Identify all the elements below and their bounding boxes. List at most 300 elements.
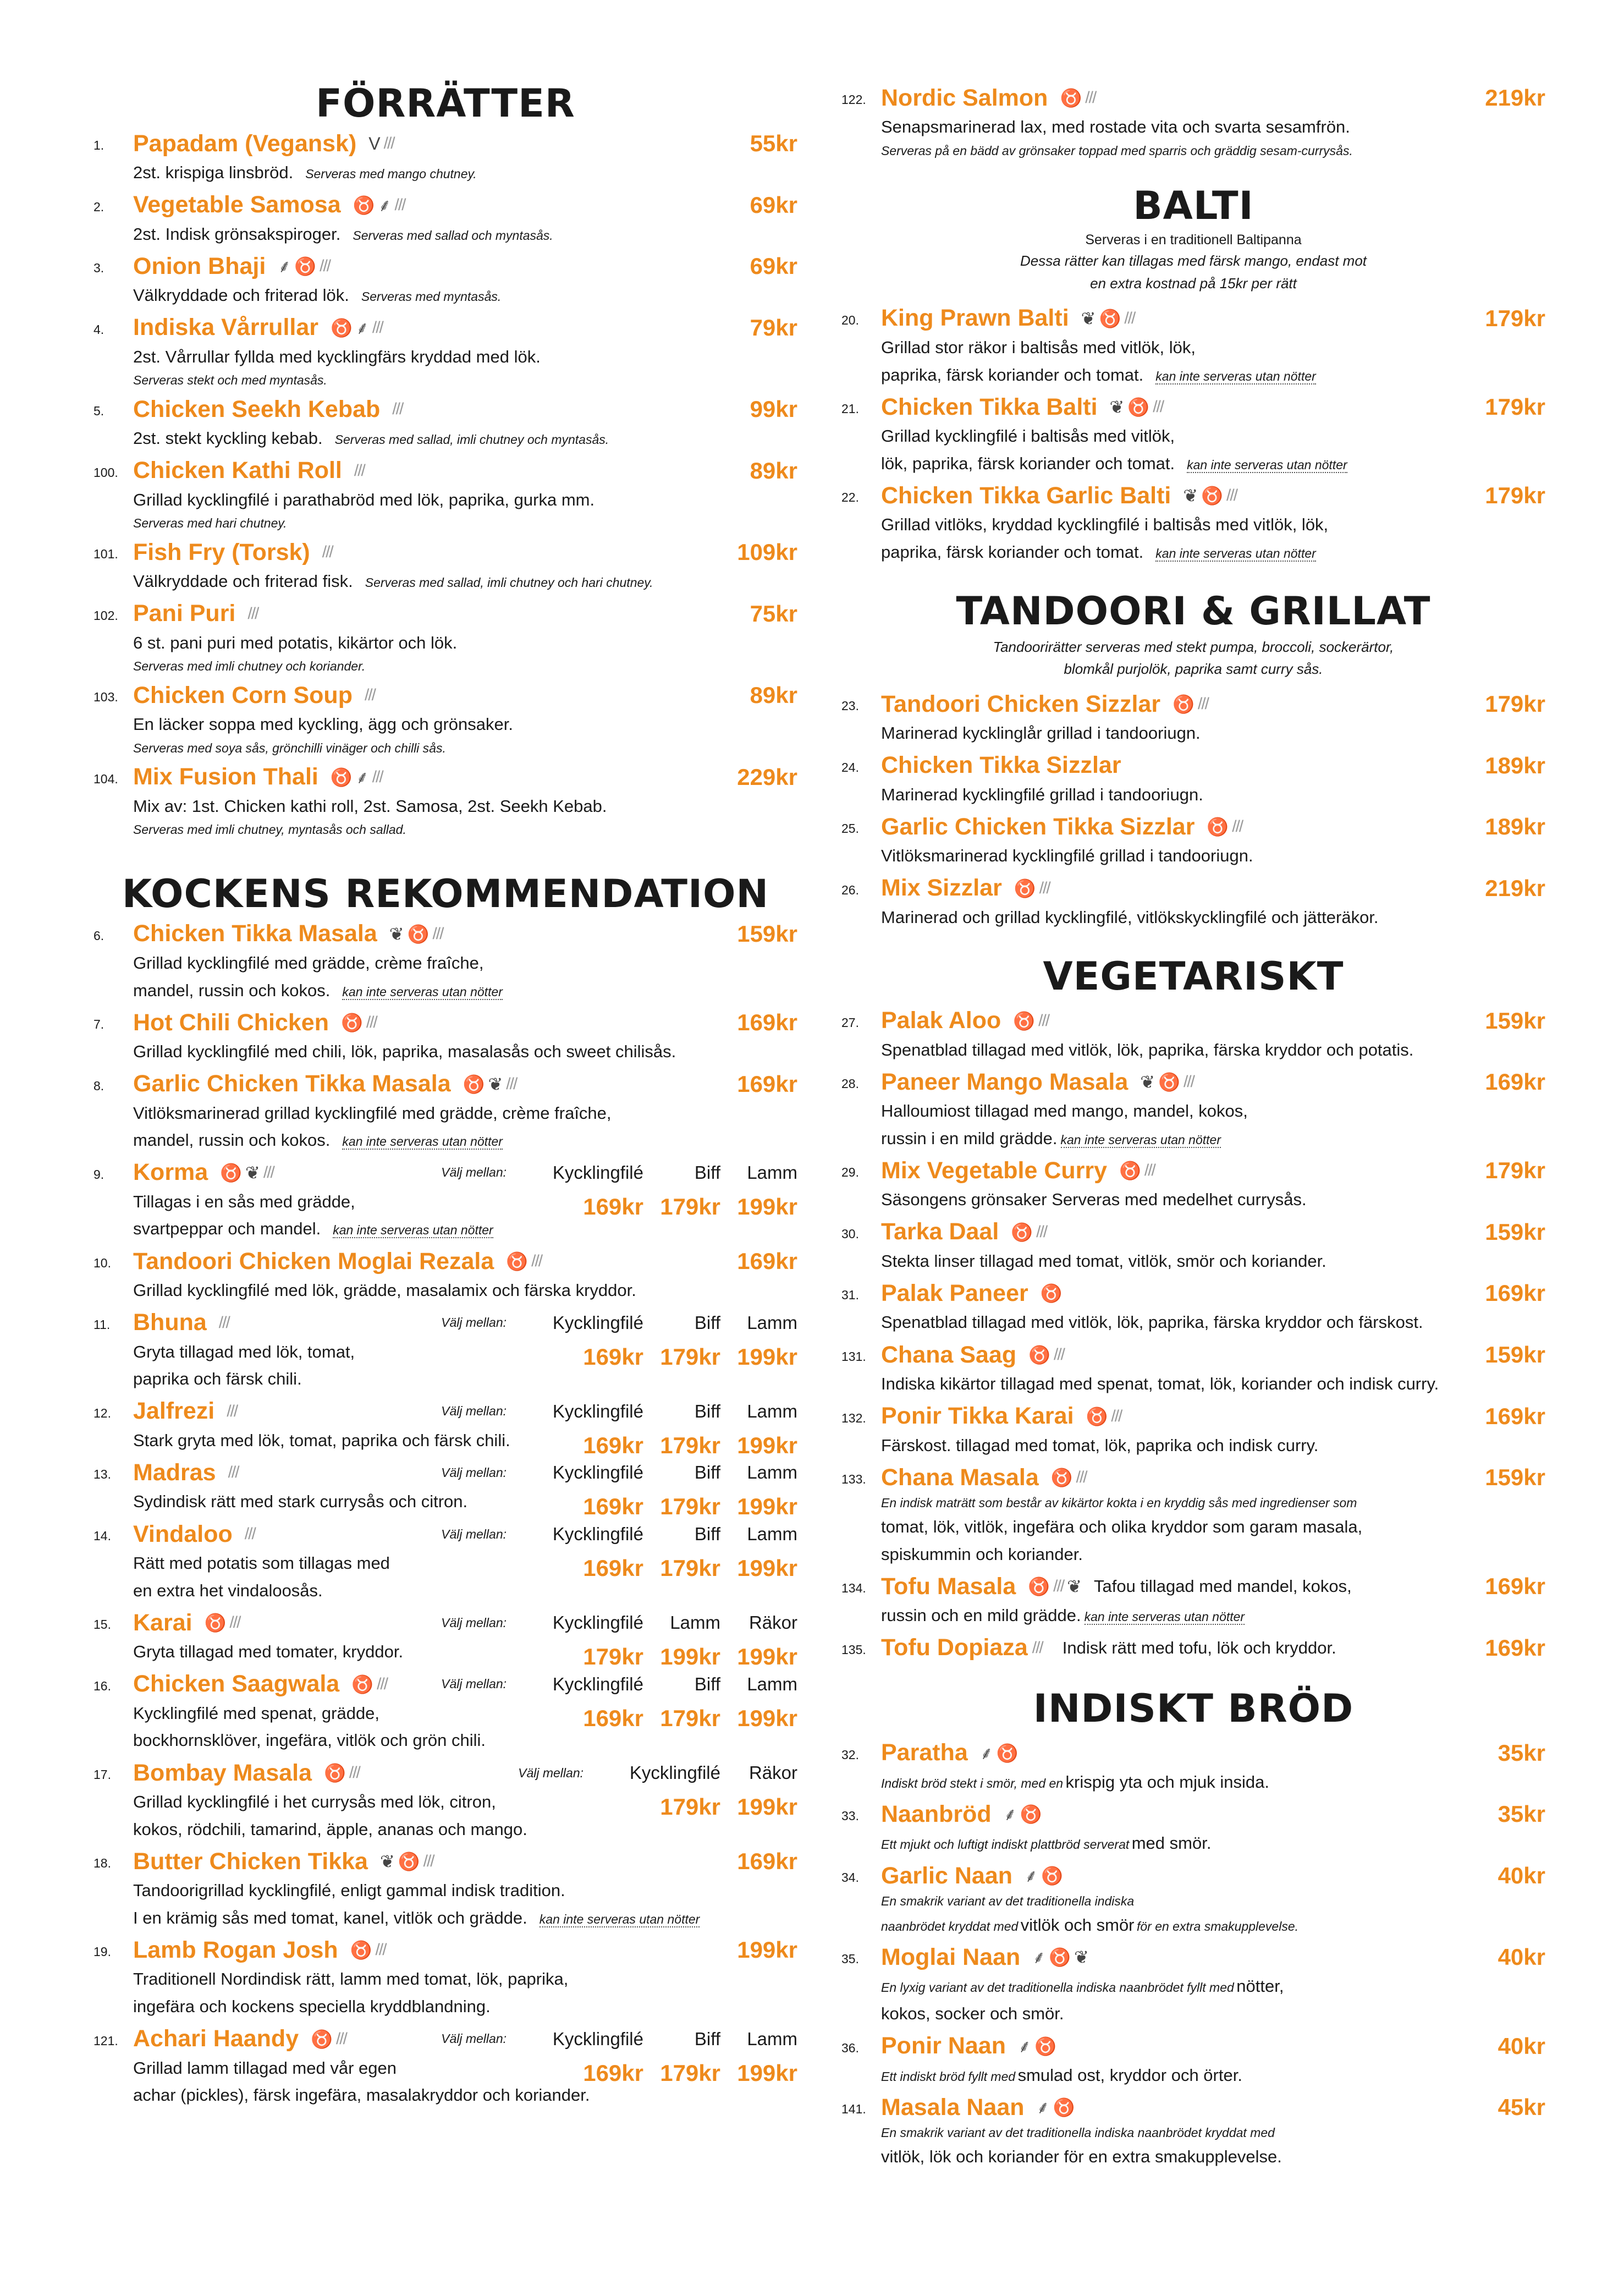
nuts-icon: ❦ <box>245 1162 260 1183</box>
item-name: Palak Paneer <box>881 1279 1028 1306</box>
choose-label: Välj mellan: <box>441 1165 507 1180</box>
menu-item <box>93 1157 797 1243</box>
item-price: 219kr <box>1485 875 1545 901</box>
item-note: Serveras med mango chutney. <box>305 167 477 181</box>
item-desc: 6 st. pani puri med potatis, kikärtor och lök. <box>133 633 458 652</box>
option-price: 199kr <box>737 1493 797 1520</box>
option-price: 179kr <box>660 1794 720 1820</box>
item-desc: Marinerad kycklingfilé grillad i tandooriugn. <box>881 784 1203 804</box>
menu-item <box>841 1401 1545 1459</box>
chili-icon: /// <box>1153 398 1164 416</box>
item-price: 179kr <box>1485 1157 1545 1184</box>
item-desc: Vitlöksmarinerad grillad kycklingfilé med grädde, crème fraîche, <box>133 1103 612 1123</box>
chili-icon: /// <box>227 1402 238 1420</box>
item-desc: Senapsmarinerad lax, med rostade vita och svarta sesamfrön. <box>881 117 1350 136</box>
chili-icon: /// <box>377 1674 388 1693</box>
menu-item <box>93 1457 797 1520</box>
chili-icon: /// <box>354 461 365 480</box>
option-price: 169kr <box>583 1432 643 1458</box>
item-name: Jalfrezi <box>133 1398 215 1425</box>
item-number: 135. <box>841 1642 866 1657</box>
item-price: 40kr <box>1498 1944 1545 1970</box>
item-price: 179kr <box>1485 394 1545 420</box>
item-desc: Spenatblad tillagad med vitlök, lök, paprika, färska kryddor och potatis. <box>881 1040 1414 1059</box>
option-price: 199kr <box>737 1193 797 1220</box>
item-price: 75kr <box>750 600 797 627</box>
chili-icon: /// <box>1197 695 1208 713</box>
chili-icon: /// <box>1111 1407 1122 1425</box>
menu-item <box>841 1571 1545 1629</box>
option-price: 199kr <box>737 2059 797 2086</box>
option-label: Kycklingfilé <box>552 2028 643 2049</box>
item-number: 19. <box>93 1945 111 1959</box>
wheat-icon: ⸙ <box>1018 2036 1032 2056</box>
item-price: 159kr <box>737 920 797 947</box>
item-number: 2. <box>93 199 104 214</box>
item-price: 55kr <box>750 130 797 156</box>
item-desc: mandel, russin och kokos. <box>133 1130 331 1150</box>
item-price: 169kr <box>737 1009 797 1036</box>
cow-icon: ♉ <box>340 1013 363 1033</box>
wheat-icon: ⸙ <box>378 195 392 215</box>
cow-icon: ♉ <box>407 924 430 944</box>
choose-label: Välj mellan: <box>441 2031 507 2046</box>
item-note: för en extra smakupplevelse. <box>1136 1919 1299 1934</box>
section-title-vegetariskt: VEGETARISKT <box>1043 953 1344 999</box>
chili-icon: /// <box>1053 1577 1064 1596</box>
item-price: 89kr <box>750 457 797 484</box>
chili-icon: /// <box>1076 1468 1087 1487</box>
cow-icon: ♉ <box>1060 88 1082 108</box>
item-desc: Spenatblad tillagad med vitlök, lök, paprika, färska kryddor och färskost. <box>881 1312 1423 1332</box>
chili-icon: /// <box>1085 89 1096 107</box>
cow-icon: ♉ <box>350 1940 372 1960</box>
menu-item <box>93 680 797 758</box>
right-column <box>841 83 1545 2171</box>
item-number: 104. <box>93 771 118 786</box>
item-name: Ponir Naan <box>881 2033 1006 2059</box>
chili-icon: /// <box>364 686 375 705</box>
item-desc: vitlök och smör <box>1020 1915 1135 1935</box>
nut-note: kan inte serveras utan nötter <box>539 1912 700 1926</box>
choose-label: Välj mellan: <box>441 1465 507 1480</box>
option-label: Biff <box>694 1312 720 1333</box>
option-price: 179kr <box>660 1193 720 1220</box>
item-number: 23. <box>841 699 859 713</box>
option-label: Räkor <box>748 1612 797 1633</box>
item-desc: med smör. <box>1131 1833 1212 1853</box>
item-desc: Välkryddade och friterad lök. <box>133 285 349 305</box>
chili-icon: /// <box>432 924 443 943</box>
cow-icon: ♉ <box>996 1743 1019 1763</box>
item-desc: svartpeppar och mandel. <box>133 1219 321 1239</box>
item-price: 99kr <box>750 396 797 422</box>
cow-icon: ♉ <box>1207 817 1229 837</box>
menu-item <box>93 1846 797 1931</box>
item-number: 27. <box>841 1015 859 1030</box>
item-price: 45kr <box>1498 2094 1545 2121</box>
item-desc: Mix av: 1st. Chicken kathi roll, 2st. Samosa, 2st. Seekh Kebab. <box>133 796 607 816</box>
chili-icon: /// <box>506 1074 517 1093</box>
item-name: Palak Aloo <box>881 1007 1001 1034</box>
item-note: naanbrödet kryddat med <box>881 1919 1019 1934</box>
item-name: Chicken Tikka Masala <box>133 920 377 947</box>
item-name: Indiska Vårrullar <box>133 314 318 341</box>
item-desc: russin och en mild grädde. <box>881 1606 1081 1625</box>
item-name: Tarka Daal <box>881 1218 999 1245</box>
item-name: Bombay Masala <box>133 1759 312 1786</box>
item-number: 16. <box>93 1678 111 1693</box>
item-desc: russin i en mild grädde. <box>881 1128 1058 1148</box>
menu-item <box>93 2024 797 2109</box>
menu-item <box>841 1217 1545 1275</box>
item-number: 13. <box>93 1467 111 1482</box>
item-number: 121. <box>93 2033 118 2048</box>
option-label: Kycklingfilé <box>552 1162 643 1183</box>
item-name: Achari Haandy <box>133 2025 299 2052</box>
item-number: 103. <box>93 690 118 705</box>
item-number: 11. <box>93 1317 111 1332</box>
chili-icon: /// <box>1053 1345 1064 1364</box>
item-price: 189kr <box>1485 814 1545 840</box>
menu-item <box>841 873 1545 931</box>
item-name: Onion Bhaji <box>133 252 266 279</box>
item-number: 33. <box>841 1809 859 1823</box>
item-number: 30. <box>841 1226 859 1241</box>
chili-icon: /// <box>392 400 403 419</box>
item-name: Butter Chicken Tikka <box>133 1848 368 1875</box>
item-number: 29. <box>841 1165 859 1180</box>
menu-item <box>841 1942 1545 2027</box>
chili-icon: /// <box>335 2029 346 2048</box>
option-label: Kycklingfilé <box>552 1673 643 1694</box>
cow-icon: ♉ <box>463 1074 485 1094</box>
option-price: 169kr <box>583 1193 643 1220</box>
item-desc: 2st. Vårrullar fyllda med kycklingfärs kryddad med lök. <box>133 347 541 366</box>
cow-icon: ♉ <box>1013 1010 1036 1031</box>
menu-item <box>93 1308 797 1393</box>
item-price: 159kr <box>1485 1342 1545 1368</box>
item-desc: Gryta tillagad med tomater, kryddor. <box>133 1642 404 1662</box>
item-note: Serveras med imli chutney, myntasås och sallad. <box>133 822 406 837</box>
cow-icon: ♉ <box>294 256 317 277</box>
option-label: Kycklingfilé <box>552 1312 643 1333</box>
option-price: 179kr <box>660 2059 720 2086</box>
option-label: Lamm <box>747 1673 797 1694</box>
cow-icon: ♉ <box>1099 308 1121 328</box>
left-column <box>93 83 797 2109</box>
item-price: 169kr <box>737 1248 797 1275</box>
item-price: 89kr <box>750 682 797 708</box>
cow-icon: ♉ <box>1020 1804 1042 1825</box>
item-name: Hot Chili Chicken <box>133 1009 329 1036</box>
section-title-tandoori: TANDOORI & GRILLAT <box>956 588 1431 634</box>
option-label: Räkor <box>748 1762 797 1783</box>
vegan-icon: V <box>368 134 381 153</box>
item-desc: Grillad stor räkor i baltisås med vitlök, lök, <box>881 337 1196 357</box>
option-label: Kycklingfilé <box>552 1612 643 1633</box>
item-name: Bhuna <box>133 1309 207 1336</box>
item-desc: paprika, färsk koriander och tomat. <box>881 542 1144 562</box>
item-name: Tandoori Chicken Sizzlar <box>881 690 1161 717</box>
item-number: 12. <box>93 1405 111 1420</box>
chili-icon: /// <box>1232 817 1243 836</box>
cow-icon: ♉ <box>398 1852 420 1872</box>
chili-icon: /// <box>394 195 405 214</box>
wheat-icon: ⸙ <box>1025 1866 1038 1886</box>
option-label: Lamm <box>747 1312 797 1333</box>
item-name: Lamb Rogan Josh <box>133 1936 338 1963</box>
item-number: 7. <box>93 1017 104 1032</box>
option-price: 169kr <box>583 2059 643 2086</box>
item-desc: 2st. stekt kyckling kebab. <box>133 429 323 448</box>
item-desc: kokos, socker och smör. <box>881 2004 1064 2024</box>
option-price: 199kr <box>737 1343 797 1370</box>
item-desc: Marinerad och grillad kycklingfilé, vitlökskycklingfilé och jätteräkor. <box>881 907 1379 927</box>
option-price: 199kr <box>737 1644 797 1670</box>
cow-icon: ♉ <box>1049 1947 1071 1968</box>
item-name: Paratha <box>881 1739 968 1766</box>
item-number: 35. <box>841 1952 859 1967</box>
menu-item <box>841 1155 1545 1213</box>
item-number: 132. <box>841 1410 866 1425</box>
option-label: Kycklingfilé <box>552 1524 643 1545</box>
item-name: Masala Naan <box>881 2094 1025 2121</box>
item-number: 131. <box>841 1349 866 1364</box>
item-desc: kokos, rödchili, tamarind, äpple, ananas och mango. <box>133 1819 527 1839</box>
chili-icon: /// <box>423 1852 434 1871</box>
menu-item <box>93 394 797 452</box>
item-desc: Rätt med potatis som tillagas med <box>133 1553 390 1573</box>
menu-item <box>93 1519 797 1604</box>
cow-icon: ♉ <box>311 2029 333 2049</box>
item-number: 6. <box>93 928 104 943</box>
option-label: Lamm <box>747 2028 797 2049</box>
item-number: 18. <box>93 1856 111 1871</box>
item-number: 14. <box>93 1529 111 1544</box>
nuts-icon: ❦ <box>1140 1072 1155 1092</box>
nuts-icon: ❦ <box>1081 308 1096 328</box>
item-price: 79kr <box>750 314 797 340</box>
item-desc: Grillad kycklingfilé med grädde, crème fraîche, <box>133 953 484 973</box>
cow-icon: ♉ <box>351 1674 374 1694</box>
cow-icon: ♉ <box>331 317 353 338</box>
option-label: Biff <box>694 1400 720 1421</box>
item-name: Mix Fusion Thali <box>133 764 318 790</box>
item-price: 169kr <box>1485 1069 1545 1095</box>
nut-note: kan inte serveras utan nötter <box>1187 457 1347 472</box>
item-number: 24. <box>841 760 859 775</box>
item-price: 179kr <box>1485 482 1545 509</box>
item-name: Ponir Tikka Karai <box>881 1403 1074 1430</box>
option-price: 179kr <box>660 1493 720 1520</box>
option-price: 199kr <box>737 1794 797 1820</box>
cow-icon: ♉ <box>1119 1161 1141 1181</box>
option-price: 169kr <box>583 1705 643 1731</box>
item-note: Serveras med myntasås. <box>361 289 502 304</box>
menu-item <box>93 1069 797 1154</box>
item-price: 109kr <box>737 539 797 565</box>
item-number: 36. <box>841 2040 859 2055</box>
menu-item <box>841 2092 1545 2170</box>
menu-item <box>841 1006 1545 1064</box>
item-name: Chicken Tikka Garlic Balti <box>881 482 1171 509</box>
menu-item <box>93 919 797 1004</box>
item-name: Chana Masala <box>881 1464 1039 1491</box>
item-desc: Tandoorigrillad kycklingfilé, enligt gammal indisk tradition. <box>133 1881 565 1901</box>
section-title-brod: INDISKT BRÖD <box>1033 1685 1354 1731</box>
menu-item <box>841 1278 1545 1336</box>
item-price: 179kr <box>1485 305 1545 331</box>
chili-icon: /// <box>372 318 383 337</box>
menu-item <box>841 1067 1545 1152</box>
option-price: 199kr <box>737 1432 797 1458</box>
item-note: En lyxig variant av det traditionella indiska naanbrödet fyllt med <box>881 1980 1234 1995</box>
wheat-icon: ⸙ <box>1032 1947 1046 1968</box>
item-desc: I en krämig sås med tomat, kanel, vitlök och grädde. <box>133 1908 527 1927</box>
item-number: 122. <box>841 92 866 107</box>
item-name: Karai <box>133 1609 192 1636</box>
cow-icon: ♉ <box>220 1162 243 1183</box>
item-desc: mandel, russin och kokos. <box>133 980 331 1000</box>
item-desc: Grillad kycklingfilé med chili, lök, paprika, masalasås och sweet chilisås. <box>133 1042 676 1062</box>
item-name: Pani Puri <box>133 600 236 627</box>
section-title-balti: BALTI <box>1133 183 1254 229</box>
item-desc: Marinerad kycklinglår grillad i tandooriugn. <box>881 723 1201 743</box>
chili-icon: /// <box>366 1013 377 1032</box>
item-price: 229kr <box>737 764 797 790</box>
item-name: Chicken Corn Soup <box>133 682 353 708</box>
item-name: King Prawn Balti <box>881 305 1069 332</box>
item-note: Serveras med soya sås, grönchilli vinäger och chilli sås. <box>133 740 446 755</box>
choose-label: Välj mellan: <box>441 1404 507 1419</box>
item-name: Nordic Salmon <box>881 84 1048 111</box>
option-label: Biff <box>694 1162 720 1183</box>
menu-item <box>93 762 797 840</box>
chili-icon: /// <box>1038 1011 1049 1030</box>
chili-icon: /// <box>383 134 394 152</box>
option-price: 179kr <box>660 1705 720 1731</box>
wheat-icon: ⸙ <box>355 317 369 338</box>
item-name: Chicken Saagwala <box>133 1671 340 1698</box>
item-note: Serveras med hari chutney. <box>133 516 287 531</box>
chili-icon: /// <box>228 1463 239 1482</box>
menu-item <box>841 1462 1545 1568</box>
option-label: Biff <box>694 2028 720 2049</box>
item-name: Tandoori Chicken Moglai Rezala <box>133 1248 494 1275</box>
nut-note: kan inte serveras utan nötter <box>1155 369 1316 383</box>
nut-note: kan inte serveras utan nötter <box>1084 1610 1245 1624</box>
item-desc: paprika och färsk chili. <box>133 1369 302 1389</box>
item-name: Korma <box>133 1159 208 1186</box>
option-price: 179kr <box>660 1555 720 1581</box>
item-number: 21. <box>841 402 859 416</box>
item-desc: Tafou tillagad med mandel, kokos, <box>1093 1577 1352 1596</box>
item-price: 219kr <box>1485 85 1545 111</box>
item-desc: achar (pickles), färsk ingefära, masalakryddor och koriander. <box>133 2085 590 2105</box>
item-desc: Halloumiost tillagad med mango, mandel, kokos, <box>881 1101 1248 1121</box>
item-desc: Indiska kikärtor tillagad med spenat, tomat, lök, koriander och indisk curry. <box>881 1374 1439 1394</box>
item-name: Vegetable Samosa <box>133 191 341 218</box>
cow-icon: ♉ <box>1028 1577 1050 1597</box>
nuts-icon: ❦ <box>1074 1947 1089 1968</box>
item-note: Serveras med sallad, imli chutney och hari chutney. <box>365 575 653 590</box>
option-label: Biff <box>694 1524 720 1545</box>
nut-note: kan inte serveras utan nötter <box>342 1134 503 1149</box>
menu-item <box>841 1738 1545 1796</box>
chili-icon: /// <box>531 1252 542 1271</box>
item-desc: Grillad kycklingfilé i baltisås med vitlök, <box>881 426 1175 446</box>
menu-item <box>841 1633 1545 1663</box>
item-number: 9. <box>93 1167 104 1182</box>
item-price: 169kr <box>737 1848 797 1875</box>
menu-item <box>93 1007 797 1065</box>
chili-icon: /// <box>218 1313 229 1332</box>
cow-icon: ♉ <box>1127 397 1150 418</box>
item-desc: Stekta linser tillagad med tomat, vitlök, smör och koriander. <box>881 1251 1326 1271</box>
item-desc: paprika, färsk koriander och tomat. <box>881 365 1144 385</box>
option-label: Lamm <box>747 1524 797 1545</box>
item-price: 35kr <box>1498 1801 1545 1827</box>
item-desc: Tillagas i en sås med grädde, <box>133 1191 355 1211</box>
section-subtitle: Serveras i en traditionell Baltipanna <box>1085 232 1302 248</box>
option-label: Kycklingfilé <box>629 1762 720 1783</box>
item-price: 69kr <box>750 253 797 279</box>
item-name: Naanbröd <box>881 1800 992 1827</box>
item-desc: Indisk rätt med tofu, lök och kryddor. <box>1062 1638 1336 1657</box>
cow-icon: ♉ <box>1053 2097 1075 2118</box>
chili-icon: /// <box>244 1525 255 1544</box>
item-price: 169kr <box>1485 1280 1545 1306</box>
item-price: 35kr <box>1498 1739 1545 1766</box>
menu-item <box>841 1860 1545 1938</box>
cow-icon: ♉ <box>1086 1406 1108 1426</box>
chili-icon: /// <box>1183 1073 1194 1091</box>
item-name: Mix Vegetable Curry <box>881 1157 1108 1184</box>
option-label: Lamm <box>747 1462 797 1483</box>
item-price: 159kr <box>1485 1007 1545 1034</box>
menu-item <box>841 303 1545 388</box>
chili-icon: /// <box>1144 1161 1155 1180</box>
item-desc: en extra het vindaloosås. <box>133 1580 323 1600</box>
menu-item <box>93 251 797 309</box>
item-name: Garlic Chicken Tikka Sizzlar <box>881 813 1195 840</box>
cow-icon: ♉ <box>324 1763 346 1783</box>
option-price: 179kr <box>660 1432 720 1458</box>
item-number: 101. <box>93 547 118 562</box>
item-name: Chana Saag <box>881 1341 1017 1368</box>
item-number: 141. <box>841 2102 866 2117</box>
item-note: Indiskt bröd stekt i smör, med en <box>881 1776 1064 1790</box>
item-price: 169kr <box>1485 1573 1545 1600</box>
option-label: Lamm <box>670 1612 720 1633</box>
wheat-icon: ⸙ <box>979 1743 993 1763</box>
menu-item <box>93 1246 797 1304</box>
item-number: 100. <box>93 465 118 480</box>
cow-icon: ♉ <box>1014 878 1036 898</box>
item-desc: 2st. Indisk grönsakspiroger. <box>133 224 341 244</box>
cow-icon: ♉ <box>1028 1345 1050 1365</box>
item-desc: lök, paprika, färsk koriander och tomat. <box>881 453 1175 473</box>
chili-icon: /// <box>1032 1638 1043 1657</box>
menu-item <box>93 537 797 595</box>
item-desc: Grillad kycklingfilé i parathabröd med lök, paprika, gurka mm. <box>133 490 595 509</box>
item-price: 159kr <box>1485 1464 1545 1491</box>
item-number: 5. <box>93 404 104 419</box>
chili-icon: /// <box>320 257 331 276</box>
menu-item <box>93 1757 797 1843</box>
menu-item <box>93 455 797 534</box>
